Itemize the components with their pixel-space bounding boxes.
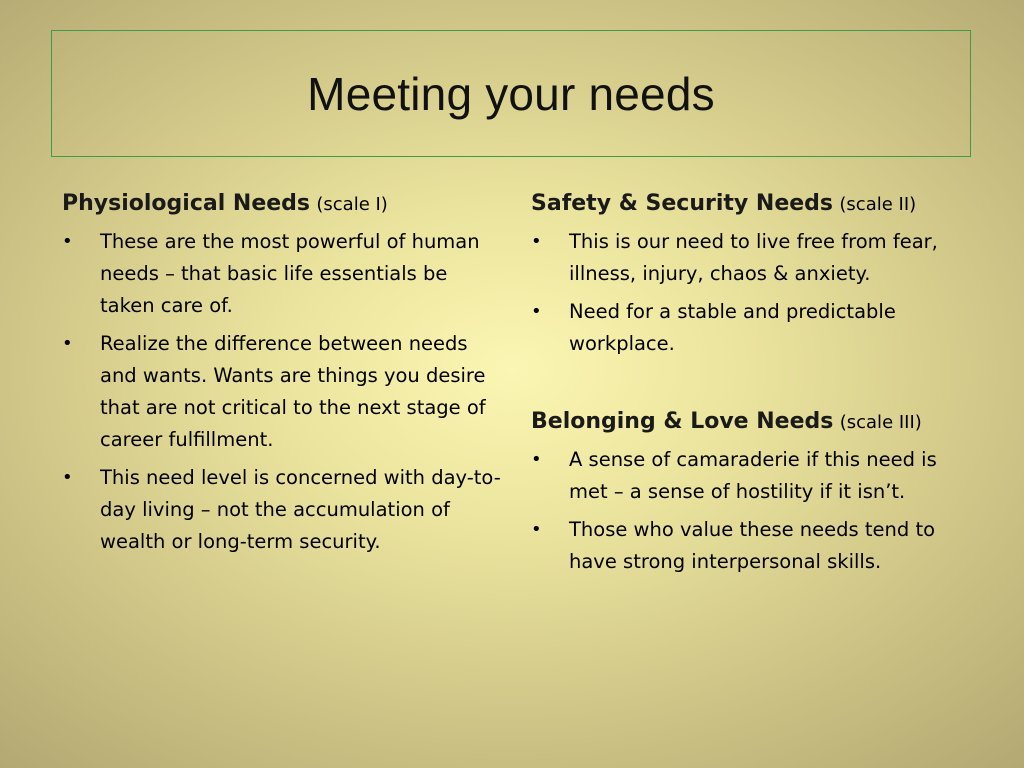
heading-text: Belonging & Love Needs xyxy=(531,409,834,434)
heading-text: Physiological Needs xyxy=(62,191,311,216)
slide-title: Meeting your needs xyxy=(307,67,715,120)
belonging-heading xyxy=(531,404,971,440)
bullet-icon: • xyxy=(531,449,542,470)
scale-label: (scale II) xyxy=(839,194,917,215)
list-item xyxy=(62,462,502,558)
list-item xyxy=(531,226,971,290)
bullet-icon: • xyxy=(531,231,542,252)
physiological-heading xyxy=(62,186,502,222)
bullet-icon: • xyxy=(62,333,73,354)
bullet-text: Need for a stable and predictable workplace. xyxy=(569,300,896,355)
bullet-text: This need level is concerned with day-to-day living – not the accumulation of wealth or long-term security. xyxy=(100,466,501,553)
safety-heading xyxy=(531,186,971,222)
bullet-icon: • xyxy=(62,467,73,488)
bullet-text: Those who value these needs tend to have strong interpersonal skills. xyxy=(569,518,936,573)
section-spacer xyxy=(531,366,971,404)
belonging-bullet-list xyxy=(531,444,971,578)
left-column xyxy=(62,186,502,564)
heading-text: Safety & Security Needs xyxy=(531,191,834,216)
bullet-text: This is our need to live free from fear, illness, injury, chaos & anxiety. xyxy=(569,230,938,285)
bullet-icon: • xyxy=(531,519,542,540)
bullet-text: A sense of camaraderie if this need is met – a sense of hostility if it isn’t. xyxy=(569,448,937,503)
list-item xyxy=(531,296,971,360)
bullet-icon: • xyxy=(531,301,542,322)
list-item xyxy=(62,226,502,322)
physiological-bullet-list xyxy=(62,226,502,558)
right-column xyxy=(531,186,971,584)
list-item xyxy=(531,444,971,508)
list-item xyxy=(531,514,971,578)
bullet-icon: • xyxy=(62,231,73,252)
list-item xyxy=(62,328,502,456)
safety-bullet-list xyxy=(531,226,971,360)
scale-label: (scale III) xyxy=(839,412,922,433)
title-placeholder xyxy=(51,30,971,157)
scale-label: (scale I) xyxy=(316,194,388,215)
bullet-text: These are the most powerful of human needs – that basic life essentials be taken care of. xyxy=(100,230,480,317)
bullet-text: Realize the difference between needs and wants. Wants are things you desire that are not critical to the next stage of career fulfillment. xyxy=(100,332,486,451)
